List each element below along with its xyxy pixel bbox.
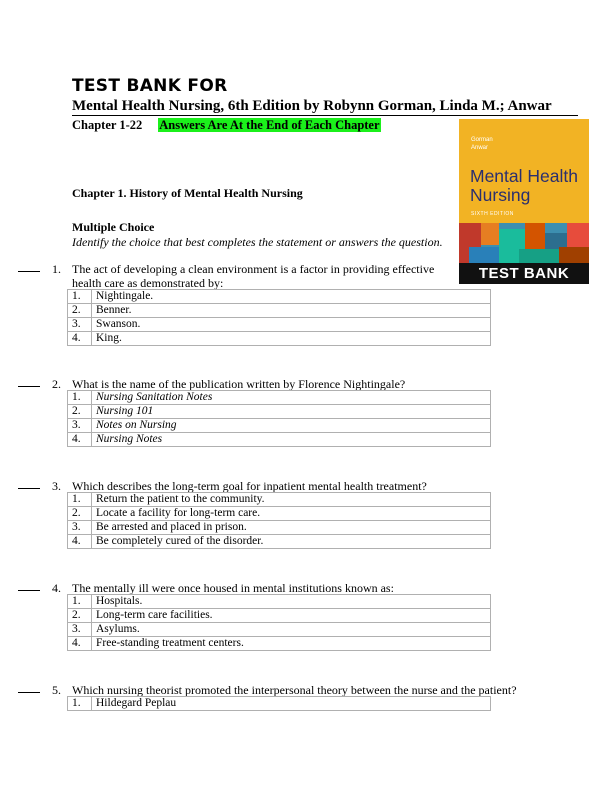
option-text: Notes on Nursing: [92, 419, 491, 433]
option-row: [68, 535, 491, 549]
options-table: [67, 594, 491, 651]
cover-author-2: Anwar: [471, 145, 489, 151]
option-number: 4.: [68, 535, 92, 549]
option-number: 1.: [68, 391, 92, 405]
option-text: Return the patient to the community.: [92, 493, 491, 507]
option-row: [68, 623, 491, 637]
chapter-range-line: [72, 118, 381, 133]
option-number: 2.: [68, 507, 92, 521]
option-number: 2.: [68, 609, 92, 623]
option-number: 1.: [68, 493, 92, 507]
option-text: Free-standing treatment centers.: [92, 637, 491, 651]
question-number: 2.: [52, 377, 61, 391]
answer-blank: [18, 590, 40, 591]
option-number: 1.: [68, 595, 92, 609]
option-number: 3.: [68, 623, 92, 637]
option-text: Locate a facility for long-term care.: [92, 507, 491, 521]
section-instructions: Identify the choice that best completes the statement or answers the question.: [72, 235, 443, 249]
option-text: Nursing Notes: [92, 433, 491, 447]
section-heading: Multiple Choice: [72, 220, 155, 234]
question-number: 5.: [52, 683, 61, 697]
option-text: Swanson.: [92, 318, 491, 332]
option-number: 3.: [68, 318, 92, 332]
chapter-range: Chapter 1-22: [72, 118, 143, 132]
book-cover-image: [459, 119, 589, 284]
question-number: 4.: [52, 581, 61, 595]
chapter-heading: Chapter 1. History of Mental Health Nursing: [72, 186, 303, 200]
option-text: Asylums.: [92, 623, 491, 637]
book-title: Mental Health Nursing, 6th Edition by Robynn Gorman, Linda M.; Anwar: [72, 98, 552, 114]
option-row: [68, 318, 491, 332]
cover-artwork: [459, 223, 589, 263]
option-text: Hildegard Peplau: [92, 697, 491, 711]
options-table: [67, 696, 491, 711]
option-row: [68, 391, 491, 405]
question-number: 1.: [52, 262, 61, 276]
option-number: 2.: [68, 304, 92, 318]
options-table: [67, 390, 491, 447]
option-row: [68, 433, 491, 447]
question-number: 3.: [52, 479, 61, 493]
option-number: 2.: [68, 405, 92, 419]
cover-author-1: Gorman: [471, 137, 493, 143]
option-number: 1.: [68, 290, 92, 304]
test-bank-heading: TEST BANK FOR: [72, 76, 228, 96]
answer-blank: [18, 692, 40, 693]
options-table: [67, 492, 491, 549]
option-row: [68, 609, 491, 623]
option-row: [68, 637, 491, 651]
option-number: 4.: [68, 637, 92, 651]
answer-blank: [18, 488, 40, 489]
option-text: Hospitals.: [92, 595, 491, 609]
option-text: Benner.: [92, 304, 491, 318]
option-number: 1.: [68, 697, 92, 711]
option-row: [68, 507, 491, 521]
cover-test-bank-band: TEST BANK: [459, 263, 589, 284]
option-row: [68, 697, 491, 711]
option-number: 4.: [68, 332, 92, 346]
option-row: [68, 419, 491, 433]
option-row: [68, 595, 491, 609]
option-row: [68, 521, 491, 535]
option-text: Nursing 101: [92, 405, 491, 419]
option-text: Nursing Sanitation Notes: [92, 391, 491, 405]
option-text: Be arrested and placed in prison.: [92, 521, 491, 535]
cover-title-line2: Nursing: [470, 185, 531, 205]
option-row: [68, 290, 491, 304]
cover-title-line1: Mental Health: [470, 166, 578, 186]
cover-authors: [471, 136, 493, 152]
option-row: [68, 493, 491, 507]
option-text: Be completely cured of the disorder.: [92, 535, 491, 549]
option-number: 3.: [68, 419, 92, 433]
answer-blank: [18, 386, 40, 387]
cover-title: [470, 167, 578, 205]
question-text: Which nursing theorist promoted the interpersonal theory between the nurse and the patient?: [72, 683, 517, 697]
option-text: Long-term care facilities.: [92, 609, 491, 623]
question-text: Which describes the long-term goal for inpatient mental health treatment?: [72, 479, 427, 493]
question-text: The act of developing a clean environment is a factor in providing effective health care as demonstrated by:: [72, 262, 435, 290]
option-number: 3.: [68, 521, 92, 535]
question-text: What is the name of the publication written by Florence Nightingale?: [72, 377, 406, 391]
answers-note-highlight: Answers Are At the End of Each Chapter: [159, 118, 380, 132]
option-row: [68, 405, 491, 419]
title-divider: [72, 115, 578, 116]
options-table: [67, 289, 491, 346]
question-text: The mentally ill were once housed in mental institutions known as:: [72, 581, 394, 595]
option-row: [68, 304, 491, 318]
option-number: 4.: [68, 433, 92, 447]
cover-edition: SIXTH EDITION: [471, 211, 514, 217]
answer-blank: [18, 271, 40, 272]
option-row: [68, 332, 491, 346]
option-text: Nightingale.: [92, 290, 491, 304]
option-text: King.: [92, 332, 491, 346]
